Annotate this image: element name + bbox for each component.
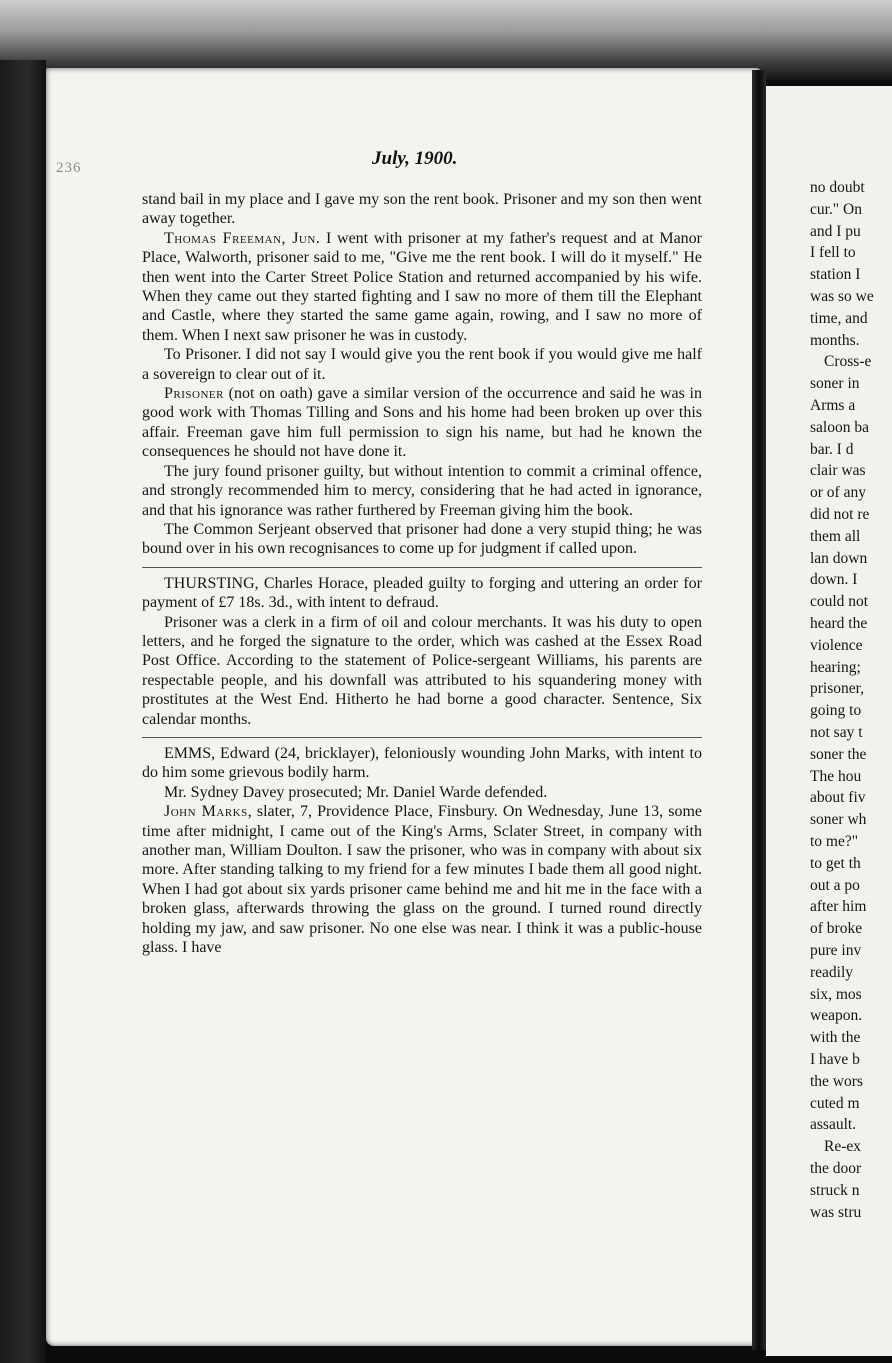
paragraph-text: stand bail in my place and I gave my son the rent book. Prisoner and my son then went away together. [142,191,702,228]
right-page-line: of broke [810,920,863,938]
paragraph [142,520,702,559]
right-page-line: did not re [810,506,870,523]
body-text [142,190,702,957]
speaker-name: John Marks [164,803,248,821]
right-page-line: weapon. [810,1007,863,1025]
right-page-line: Cross-e [824,353,872,371]
right-page-line: time, and [810,309,868,327]
right-page-line: I fell to [810,244,856,262]
right-page-line: to me?" [810,833,859,850]
paragraph [142,462,702,520]
defendant-name: EMMS [164,744,212,762]
paragraph [142,574,702,613]
right-page-line: to get th [810,854,861,872]
right-page-line: cuted m [810,1094,860,1112]
right-page-line: soner in [810,375,860,393]
right-page-line: struck n [810,1181,860,1199]
paragraph [142,783,702,802]
right-page-line: bar. I d [810,440,854,458]
right-page-line: could not [810,593,869,611]
book-gutter [752,70,766,1350]
right-page-line: violence [810,636,863,654]
right-page-line: Arms a [810,397,856,414]
right-page-line: I have b [810,1051,860,1068]
paragraph-text: , Charles Horace, pleaded guilty to forging and uttering an order for payment of £7 18s. 3d., with intent to defraud. [142,574,702,612]
right-page-line: with the [810,1029,861,1047]
right-page-line: was stru [810,1203,862,1221]
right-page-line: down. I [810,571,858,589]
paragraph [142,744,702,783]
right-page-line: was so we [810,288,874,305]
right-page-line: not say t [810,724,863,741]
paragraph-text: Prisoner was a clerk in a firm of oil and colour merchants. It was his duty to open letters, and he forged the signature to the order, which was cashed at the Essex Road Post Office. According to the statement of Police-sergeant Williams, his parents are respectable people, and his downfall was attributed to his squandering money with prostitutes at the West End. Hitherto he had borne a good character. Sentence, Six calendar months. [142,613,702,728]
right-page-line: Re-ex [824,1138,862,1156]
paragraph [142,190,702,229]
right-page-line: the wors [810,1072,863,1090]
defendant-name: THURSTING [164,574,255,592]
paragraph-text: To Prisoner. I did not say I would give you the rent book if you would give me half a sovereign to clear out of it. [142,346,702,383]
right-page-line: clair was [810,462,866,480]
right-page-line: or of any [810,484,866,502]
right-page-line: about fiv [810,789,866,807]
right-page-line: hearing; [810,658,861,676]
paragraph-text: Mr. Sydney Davey prosecuted; Mr. Daniel Warde defended. [164,783,548,801]
paragraph-text: , Edward (24, bricklayer), feloniously wounding John Marks, with intent to do him some grievous bodily harm. [142,744,702,782]
page-number: 236 [56,160,82,176]
right-page-line: pure inv [810,942,862,959]
scan-background-left [0,60,46,1363]
right-page-line: lan down [810,549,868,567]
case-divider [142,567,702,568]
speaker-name: Thomas Freeman, Jun. [164,229,321,247]
paragraph-text: I went with prisoner at my father's request and at Manor Place, Walworth, prisoner said to me, "Give me the rent book. I will do it myself." He then went into the Carter Street Police Station and returned accompanied by his wife. When they came out they started fighting and I saw no more of them till the Elephant and Castle, where they started the same game again, rowing, and I saw no more of them. When I next saw prisoner he was in custody. [142,229,703,344]
right-page-line: prisoner, [810,680,865,698]
right-page-line: cur." On [810,200,862,218]
right-page-line: soner the [810,745,867,763]
right-page-line: soner wh [810,811,867,829]
paragraph-text: (not on oath) gave a similar version of the occurrence and said he was in good work with Thomas Tilling and Sons and his home had been broken up over this affair. Freeman gave him full permission to sign his name, but had he known the consequences he should not have done it. [142,385,702,461]
right-page-line: heard the [810,615,868,632]
running-title: July, 1900. [372,148,458,169]
paragraph-text: The Common Serjeant observed that prisoner had done a very stupid thing; he was bound over in his own recognisances to come up for judgment if called upon. [142,520,702,558]
right-page-line: months. [810,331,860,349]
speaker-name: Prisoner [164,385,224,403]
paragraph [142,384,702,462]
right-page-line: readily [810,963,854,981]
right-page-line: after him [810,898,867,916]
paragraph-text: The jury found prisoner guilty, but without intention to commit a criminal offence, and strongly recommended him to mercy, considering that he had acted in ignorance, and that his ignorance was rather furthered by Freeman giving him the book. [142,462,702,519]
right-page [766,86,892,1356]
paragraph-text: , slater, 7, Providence Place, Finsbury. On Wednesday, June 13, some time after midnight, I came out of the King's Arms, Sclater Street, in company with another man, William Doulton. I saw the prisoner, who was in company with about six more. After standing talking to my friend for a few minutes I bade them all good night. When I had got about six yards prisoner came behind me and hit me in the face with a broken glass, afterwards throwing the glass on the ground. I turned round directly holding my jaw, and saw prisoner. No one else was near. I think it was a public-house glass. I have [142,803,703,957]
right-page-line: no doubt [810,179,865,196]
case-divider [142,737,702,738]
paragraph [142,229,702,345]
right-page-line: The hou [810,767,862,785]
right-page-line: assault. [810,1116,857,1134]
right-page-line: station I [810,266,861,284]
right-page-line: saloon ba [810,418,869,436]
paragraph [142,802,702,957]
right-page-line: going to [810,702,862,720]
paragraph [142,345,702,384]
right-page-line: and I pu [810,222,861,240]
paragraph [142,613,702,729]
right-page-line: the door [810,1160,862,1177]
right-page-line: them all [810,527,861,545]
right-page-line: out a po [810,876,860,894]
right-page-line: six, mos [810,985,862,1003]
